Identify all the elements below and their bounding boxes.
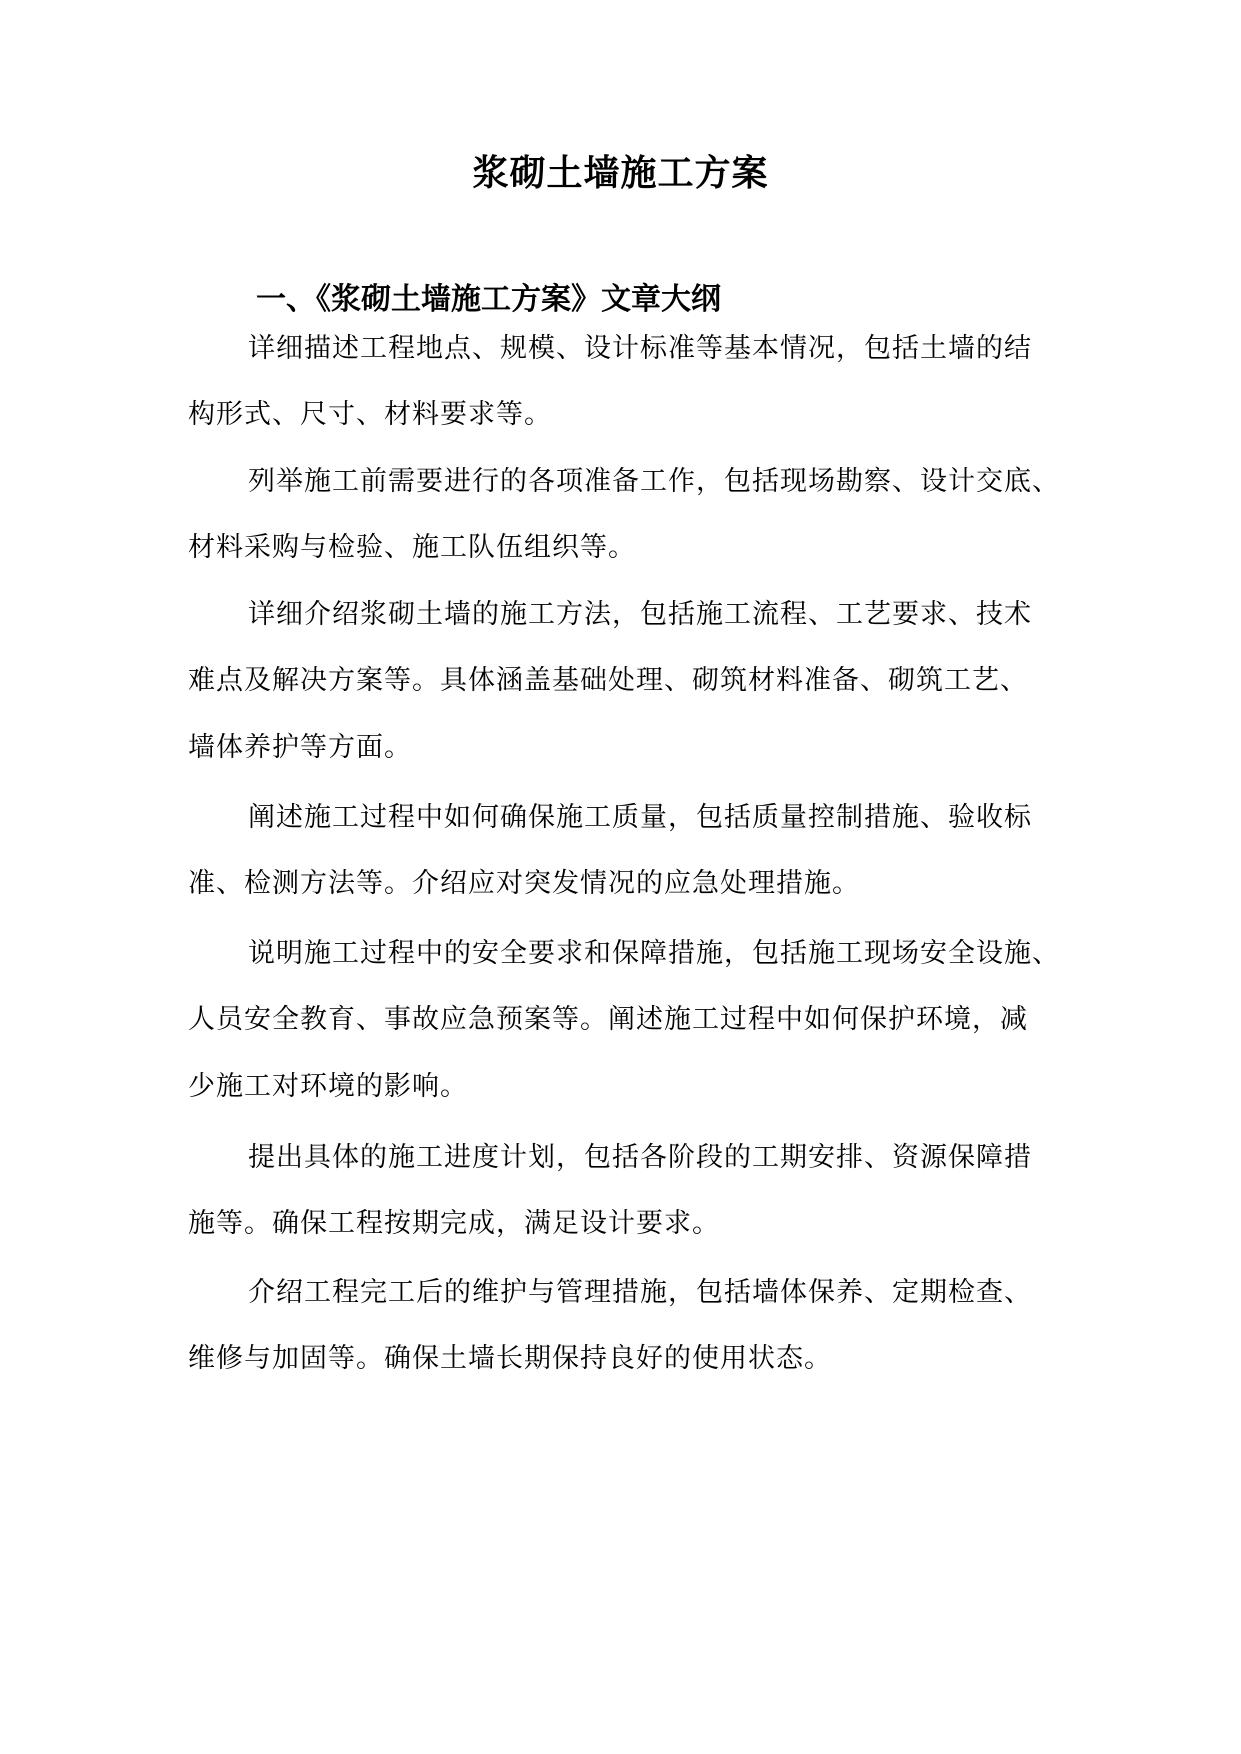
paragraph-1-line-2: 构形式、尺寸、材料要求等。 xyxy=(188,399,552,430)
paragraph-3-line-1: 详细介绍浆砌土墙的施工方法，包括施工流程、工艺要求、技术 xyxy=(248,599,1032,630)
paragraph-4-line-2: 准、检测方法等。介绍应对突发情况的应急处理措施。 xyxy=(188,868,860,899)
paragraph-4-line-1: 阐述施工过程中如何确保施工质量，包括质量控制措施、验收标 xyxy=(248,802,1032,833)
paragraph-2-line-1: 列举施工前需要进行的各项准备工作，包括现场勘察、设计交底、 xyxy=(248,466,1060,497)
paragraph-5-line-1: 说明施工过程中的安全要求和保障措施，包括施工现场安全设施、 xyxy=(248,938,1060,969)
paragraph-7-line-1: 介绍工程完工后的维护与管理措施，包括墙体保养、定期检查、 xyxy=(248,1277,1032,1308)
paragraph-1-line-1: 详细描述工程地点、规模、设计标准等基本情况，包括土墙的结 xyxy=(248,333,1032,364)
paragraph-5-line-2: 人员安全教育、事故应急预案等。阐述施工过程中如何保护环境，减 xyxy=(188,1004,1028,1035)
paragraph-7-line-2: 维修与加固等。确保土墙长期保持良好的使用状态。 xyxy=(188,1343,832,1374)
paragraph-2-line-2: 材料采购与检验、施工队伍组织等。 xyxy=(188,532,636,563)
paragraph-5-line-3: 少施工对环境的影响。 xyxy=(188,1071,468,1102)
document-title: 浆砌土墙施工方案 xyxy=(472,152,769,194)
paragraph-3-line-3: 墙体养护等方面。 xyxy=(188,732,412,763)
paragraph-6-line-1: 提出具体的施工进度计划，包括各阶段的工期安排、资源保障措 xyxy=(248,1142,1032,1173)
paragraph-6-line-2: 施等。确保工程按期完成，满足设计要求。 xyxy=(188,1208,720,1239)
section-heading: 一、《浆砌土墙施工方案》文章大纲 xyxy=(256,282,721,317)
paragraph-3-line-2: 难点及解决方案等。具体涵盖基础处理、砌筑材料准备、砌筑工艺、 xyxy=(188,665,1028,696)
